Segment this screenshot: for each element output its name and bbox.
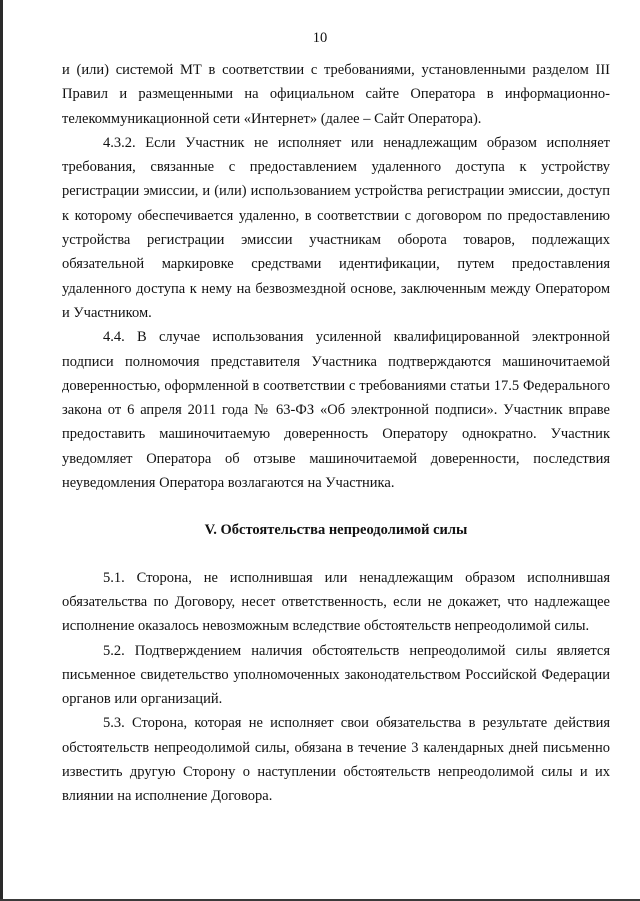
paragraph-continuation: и (или) системой МТ в соответствии с требованиями, установленными разделом III Правил и размещенными на официальном сайте Оператора в информационно-телекоммуникационной сети «Интернет» (далее – Сайт Оператора).	[62, 62, 610, 127]
paragraph-5-1: 5.1. Сторона, не исполнившая или ненадлежащим образом исполнившая обязательства по Договору, несет ответственность, если не докажет, что надлежащее исполнение оказалось невозможным вследствие обстоятельств непреодолимой силы.	[62, 569, 610, 635]
paragraph-5-3: 5.3. Сторона, которая не исполняет свои обязательства в результате действия обстоятельств непреодолимой силы, обязана в течение 3 календарных дней письменно известить другую Сторону о наступлении обстоятельств непреодолимой силы и их влиянии на исполнение Договора.	[62, 715, 610, 805]
section-heading: V. Обстоятельства непреодолимой силы	[204, 522, 468, 539]
paragraph-4-3-2: 4.3.2. Если Участник не исполняет или ненадлежащим образом исполняет требования, связанные с предоставлением удаленного доступа к устройству регистрации эмиссии, и (или) использованием устройства регистрации эмиссии, доступ к которому обеспечивается удаленно, в соответствии с договором по предоставлению устройства регистрации эмиссии участникам оборота товаров, подлежащих обязательной маркировке средствами идентификации, путем предоставления удаленного доступа к нему на безвозмездной основе, заключенным между Оператором и Участником.	[62, 134, 610, 321]
paragraph-5-2: 5.2. Подтверждением наличия обстоятельств непреодолимой силы является письменное свидетельство уполномоченных законодательством Российской Федерации органов или организаций.	[62, 642, 610, 708]
page-number: 10	[312, 30, 328, 46]
scan-edge-shadow	[0, 0, 3, 901]
document-body	[62, 58, 610, 809]
paragraph-4-4: 4.4. В случае использования усиленной квалифицированной электронной подписи полномочия представителя Участника подтверждаются машиночитаемой доверенностью, оформленной в соответствии с требованиями статьи 17.5 Федерального закона от 6 апреля 2011 года № 63-ФЗ «Об электронной подписи». Участник вправе предоставить машиночитаемую доверенность Оператору однократно. Участник уведомляет Оператора об отзыве машиночитаемой доверенности, последствия неуведомления Оператора возлагаются на Участника.	[62, 329, 610, 492]
